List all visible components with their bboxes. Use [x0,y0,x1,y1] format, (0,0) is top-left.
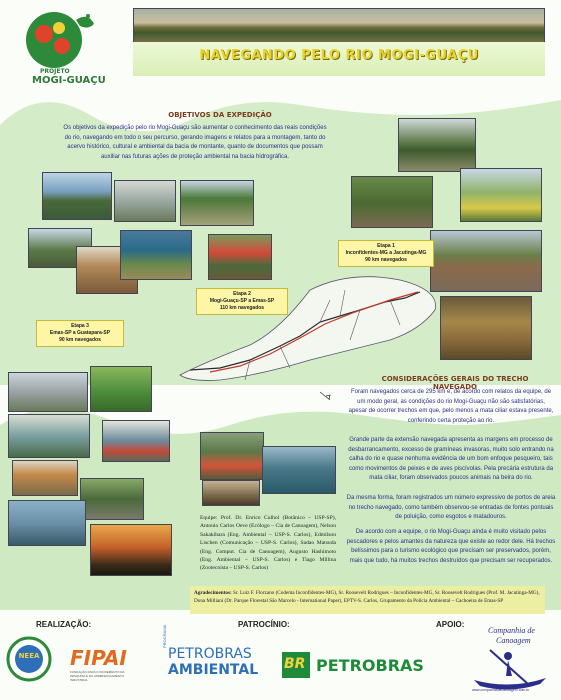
photo-river-dock [8,500,86,546]
consideracoes-paragraph-4: De acordo com a equipe, o rio Mogi-Guaçu ainda é muito visitado pelos pescadores e pelos amantes da natureza que existe ao redor dele. Há trechos belíssimos para o turismo ecológico que precisam ser preservados, porém, mais que tudo, há muitos trechos destruídos que precisam ser recuperados. [346,529,556,564]
photo-red-canoes [102,420,170,462]
br-logo-text: BR [284,656,306,672]
photo-river-bank [398,118,476,172]
fipai-subtitle: FUNDAÇÃO PARA O INCREMENTO DA PESQUISA E DO APERFEIÇOAMENTO INDUSTRIAL [70,670,125,682]
photo-river-boat [8,414,90,458]
petrobras-ambiental-line2: AMBIENTAL [168,662,259,678]
etapa-3-box [36,320,124,347]
apoio-label: APOIO: [436,620,465,629]
canoe-paddler-icon [470,644,550,690]
canoagem-url: www.companhiadecanoagem.com.br [472,688,530,692]
consideracoes-paragraph-3: Da mesma forma, foram registrados um número expressivo de portos de areia no trecho navegado, como também observou-se entradas de fontes pontuais de poluição, como esgotos e matadouros. [346,495,556,521]
agradecimentos-label: Agradecimentos: [194,590,232,596]
photo-river-view-1 [42,172,112,220]
etapa-1-distance: 90 km navegados [365,257,407,263]
etapa-2-distance: 110 km navegados [219,305,265,311]
neea-logo-text: NEEA [18,652,40,660]
petrobras-logo: PETROBRAS [316,656,424,675]
photo-tents [460,168,542,222]
photo-riverbank-sand [202,480,260,506]
agradecimentos-text: Sr. Luiz F. Florzano (Codema Inconfidentes-MG), Sr. Roosevelt Rodrigues – Inconfidentes-MG, Sr. Roosevelt Rodrigues (Prof. M. Jacutinga-MG), Dona Milliani (Dr. Parque Florestal São Marcelo - International Paper), EPTV-S. Carlos, Grupamento da Polícia Ambiental – Cachoeira de Emas-SP [194,590,540,604]
river-header-photo [133,8,545,44]
photo-boat-crew [200,432,264,480]
photo-factory [8,372,88,412]
etapa-3-title: Etapa 3 [71,323,89,329]
equipe-text: Equipe: Prof. Dr. Enrico Culhol (Botânico – USP-SP), Antonio Carlos Oeve (Ecólogo – Cia de Canoagem), Nelson Sakakibara (Eng. Ambiental – USP-S. Carlos), Edmilson Lischen (Comunicação – USP-S. Carlos), Sadao Matsuda (Eng. Comput. Cia de Canoagem), Augusto Hashimoto (Eng. Ambiental – USP-S. Carlos) e Tiago Millina (Zootecnista – USP-S. Carlos) [200,515,336,572]
logo-text-projeto: PROJETO [40,68,70,75]
photo-canoe [114,180,176,222]
patrocinio-label: PATROCÍNIO: [238,620,290,629]
canoagem-logo-line2: Canoagem [496,636,531,645]
photo-bridge [262,446,336,494]
etapa-2-title: Etapa 2 [233,291,251,297]
realizacao-label: REALIZAÇÃO: [36,620,92,629]
title-band [133,42,545,76]
etapa-2-box [196,288,288,315]
objetivos-text: Os objetivos da expedição pelo rio Mogi-Guaçu são aumentar o conhecimento das reais condições do rio, navegando em todo o seu percurso, gerando imagens e relatos para a montagem, tanto do acervo histórico, cultural e ambiental da bacia de montante, quanto de documentos que possam auxiliar nas futuras ações de proteção ambiental na bacia hidrográfica. [63,125,327,160]
etapa-1-title: Etapa 1 [377,243,395,249]
etapa-3-route: Emas-SP a Guatapara-SP [49,330,111,336]
photo-camp-forest [351,176,433,228]
fipai-logo: FIPAI [70,646,127,670]
consideracoes-paragraph-2: Grande parte da extensão navegada apresenta as margens em processo de desbarrancamento, excesso de gramíneas invasoras, muito solo entrando na calha do rio e quase nenhuma evidência de um bom enfoque pesqueiro, tais como movimentos de peixes e de aves piscívolas. Pela precária estrutura da mata ciliar, foram observados poucos animais na beira do rio. [348,437,554,482]
etapa-2-route: Mogi-Guaçu-SP a Emas-SP [209,298,275,304]
canoagem-logo-line1: Companhia de [488,626,535,635]
photo-sunset [90,524,172,576]
photo-field-river [180,180,254,226]
photo-kayaks [12,460,78,496]
consideracoes-paragraph-1: Foram navegados cerca de 295 km e, de acordo com relatos da equipe, de um modo geral, as condições do rio Mogi-Guaçu não são satisfatórias, apesar de ocorrer trechos em que, pelo menos a mata ciliar estava presente, conferindo certa proteção ao rio. [348,389,554,424]
photo-eroded-bank [440,296,532,360]
petrobras-ambiental-line1: PETROBRAS [168,646,252,662]
etapa-3-distance: 90 km navegados [59,337,101,343]
objetivos-title: OBJETIVOS DA EXPEDIÇÃO [168,111,272,119]
photo-vegetation [90,366,152,412]
agradecimentos-box [190,586,545,614]
petrobras-ambiental-side-text: PROGRAMA [162,624,167,648]
etapa-1-box [338,240,434,267]
consideracoes-title: CONSIDERAÇÕES GERAIS DO TRECHO NAVEGADO [381,375,529,391]
photo-team-resting [80,478,144,520]
etapa-1-route: Inconfidentes-MG a Jacutinga-MG [345,250,427,256]
logo-text-mogi-guacu: MOGI-GUAÇU [32,75,106,86]
page-title: NAVEGANDO PELO RIO MOGI-GUAÇU [199,48,479,63]
